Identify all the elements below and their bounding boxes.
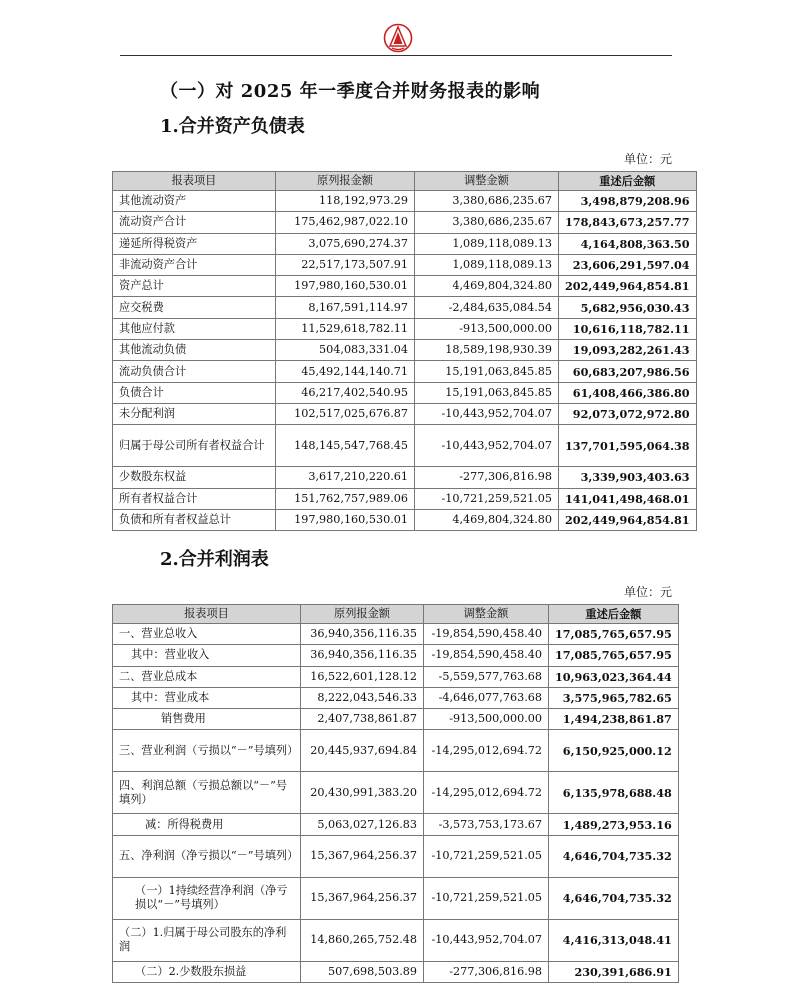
- cell-original: 15,367,964,256.37: [301, 877, 424, 919]
- cell-restated: 61,408,466,386.80: [559, 382, 697, 403]
- cell-restated: 19,093,282,261.43: [559, 340, 697, 361]
- row-item-label: 其他应付款: [113, 318, 276, 339]
- cell-original: 11,529,618,782.11: [276, 318, 415, 339]
- cell-original: 36,940,356,116.35: [301, 645, 424, 666]
- table-row: [113, 624, 679, 645]
- cell-restated: 137,701,595,064.38: [559, 425, 697, 467]
- row-item-label: 归属于母公司所有者权益合计: [113, 425, 276, 467]
- row-item-label: 应交税费: [113, 297, 276, 318]
- cell-adjustment: 18,589,198,930.39: [415, 340, 559, 361]
- cell-restated: 4,416,313,048.41: [549, 919, 679, 961]
- table-row: [113, 297, 697, 318]
- income-statement-unit: 单位：元: [624, 585, 673, 599]
- cell-restated: 92,073,072,972.80: [559, 403, 697, 424]
- row-item-label: 四、利润总额（亏损总额以“－”号填列）: [113, 772, 301, 814]
- cell-original: 45,492,144,140.71: [276, 361, 415, 382]
- table-row: [113, 919, 679, 961]
- cell-restated: 1,494,238,861.87: [549, 709, 679, 730]
- table-row: [113, 709, 679, 730]
- cell-original: 3,617,210,220.61: [276, 467, 415, 488]
- cell-adjustment: -14,295,012,694.72: [424, 730, 549, 772]
- column-header-original: 原列报金额: [301, 605, 424, 624]
- cell-original: 5,063,027,126.83: [301, 814, 424, 835]
- table-row: [113, 814, 679, 835]
- table-row: [113, 835, 679, 877]
- row-item-label: 其他流动资产: [113, 191, 276, 212]
- cell-adjustment: 1,089,118,089.13: [415, 254, 559, 275]
- row-item-label: 三、营业利润（亏损以“－”号填列）: [113, 730, 301, 772]
- table-row: [113, 877, 679, 919]
- cell-adjustment: 3,380,686,235.67: [415, 212, 559, 233]
- table-row: [113, 488, 697, 509]
- row-item-label: 少数股东权益: [113, 467, 276, 488]
- table-header-row: [113, 172, 697, 191]
- cell-original: 36,940,356,116.35: [301, 624, 424, 645]
- row-item-label: 递延所得税资产: [113, 233, 276, 254]
- cell-adjustment: -14,295,012,694.72: [424, 772, 549, 814]
- cell-restated: 6,135,978,688.48: [549, 772, 679, 814]
- wuliangye-emblem-icon: [383, 22, 413, 54]
- row-item-label: 负债和所有者权益总计: [113, 509, 276, 530]
- cell-original: 118,192,973.29: [276, 191, 415, 212]
- table-row: [113, 254, 697, 275]
- row-item-label: （一）1持续经营净利润（净亏损以“－”号填列）: [113, 877, 301, 919]
- table-row: [113, 276, 697, 297]
- row-item-label: 流动负债合计: [113, 361, 276, 382]
- cell-original: 16,522,601,128.12: [301, 666, 424, 687]
- cell-restated: 230,391,686.91: [549, 961, 679, 982]
- cell-original: 20,445,937,694.84: [301, 730, 424, 772]
- header-rule: [120, 55, 672, 56]
- cell-original: 504,083,331.04: [276, 340, 415, 361]
- column-header-item: 报表项目: [113, 172, 276, 191]
- table-row: [113, 467, 697, 488]
- row-item-label: 五、净利润（净亏损以“－”号填列）: [113, 835, 301, 877]
- table-row: [113, 212, 697, 233]
- cell-adjustment: -913,500,000.00: [424, 709, 549, 730]
- cell-adjustment: 4,469,804,324.80: [415, 509, 559, 530]
- cell-adjustment: -3,573,753,173.67: [424, 814, 549, 835]
- cell-adjustment: -4,646,077,763.68: [424, 687, 549, 708]
- row-item-label: 其他流动负债: [113, 340, 276, 361]
- cell-adjustment: -19,854,590,458.40: [424, 645, 549, 666]
- table-row: [113, 666, 679, 687]
- cell-original: 20,430,991,383.20: [301, 772, 424, 814]
- income-statement-table: [112, 604, 679, 983]
- row-item-label: 减：所得税费用: [113, 814, 301, 835]
- column-header-adjustment: 调整金额: [424, 605, 549, 624]
- cell-original: 22,517,173,507.91: [276, 254, 415, 275]
- balance-sheet-unit: 单位：元: [624, 152, 673, 166]
- cell-restated: 3,339,903,403.63: [559, 467, 697, 488]
- cell-original: 197,980,160,530.01: [276, 509, 415, 530]
- cell-restated: 4,164,808,363.50: [559, 233, 697, 254]
- row-item-label: 二、营业总成本: [113, 666, 301, 687]
- cell-restated: 60,683,207,986.56: [559, 361, 697, 382]
- column-header-restated: 重述后金额: [559, 172, 697, 191]
- cell-restated: 3,575,965,782.65: [549, 687, 679, 708]
- cell-original: 151,762,757,989.06: [276, 488, 415, 509]
- balance-sheet-table: [112, 171, 697, 531]
- cell-original: 148,145,547,768.45: [276, 425, 415, 467]
- cell-restated: 202,449,964,854.81: [559, 509, 697, 530]
- cell-original: 15,367,964,256.37: [301, 835, 424, 877]
- cell-original: 507,698,503.89: [301, 961, 424, 982]
- row-item-label: 流动资产合计: [113, 212, 276, 233]
- cell-adjustment: -19,854,590,458.40: [424, 624, 549, 645]
- cell-restated: 17,085,765,657.95: [549, 645, 679, 666]
- cell-original: 8,167,591,114.97: [276, 297, 415, 318]
- cell-adjustment: -10,721,259,521.05: [424, 877, 549, 919]
- cell-restated: 202,449,964,854.81: [559, 276, 697, 297]
- cell-adjustment: -277,306,816.98: [415, 467, 559, 488]
- row-item-label: 所有者权益合计: [113, 488, 276, 509]
- row-item-label: 其中：营业收入: [113, 645, 301, 666]
- table-row: [113, 382, 697, 403]
- cell-adjustment: -2,484,635,084.54: [415, 297, 559, 318]
- row-item-label: （二）2.少数股东损益: [113, 961, 301, 982]
- table-row: [113, 772, 679, 814]
- cell-adjustment: -913,500,000.00: [415, 318, 559, 339]
- cell-restated: 3,498,879,208.96: [559, 191, 697, 212]
- cell-adjustment: -277,306,816.98: [424, 961, 549, 982]
- cell-original: 46,217,402,540.95: [276, 382, 415, 403]
- cell-restated: 4,646,704,735.32: [549, 877, 679, 919]
- cell-adjustment: 15,191,063,845.85: [415, 361, 559, 382]
- row-item-label: 资产总计: [113, 276, 276, 297]
- cell-restated: 23,606,291,597.04: [559, 254, 697, 275]
- column-header-restated: 重述后金额: [549, 605, 679, 624]
- row-item-label: 一、营业总收入: [113, 624, 301, 645]
- row-item-label: 销售费用: [113, 709, 301, 730]
- cell-adjustment: -10,443,952,704.07: [424, 919, 549, 961]
- income-statement-title: 2.合并利润表: [160, 549, 269, 570]
- table-row: [113, 730, 679, 772]
- table-row: [113, 687, 679, 708]
- cell-adjustment: -10,721,259,521.05: [424, 835, 549, 877]
- cell-restated: 17,085,765,657.95: [549, 624, 679, 645]
- column-header-adjustment: 调整金额: [415, 172, 559, 191]
- column-header-original: 原列报金额: [276, 172, 415, 191]
- table-row: [113, 509, 697, 530]
- table-row: [113, 961, 679, 982]
- cell-original: 197,980,160,530.01: [276, 276, 415, 297]
- table-row: [113, 318, 697, 339]
- cell-adjustment: 15,191,063,845.85: [415, 382, 559, 403]
- table-row: [113, 233, 697, 254]
- table-row: [113, 645, 679, 666]
- section-title: （一）对 2025 年一季度合并财务报表的影响: [160, 81, 541, 102]
- row-item-label: 未分配利润: [113, 403, 276, 424]
- table-row: [113, 191, 697, 212]
- cell-adjustment: -10,443,952,704.07: [415, 425, 559, 467]
- column-header-item: 报表项目: [113, 605, 301, 624]
- cell-original: 102,517,025,676.87: [276, 403, 415, 424]
- cell-restated: 1,489,273,953.16: [549, 814, 679, 835]
- cell-adjustment: -10,443,952,704.07: [415, 403, 559, 424]
- cell-restated: 4,646,704,735.32: [549, 835, 679, 877]
- cell-restated: 10,616,118,782.11: [559, 318, 697, 339]
- cell-original: 2,407,738,861.87: [301, 709, 424, 730]
- cell-restated: 178,843,673,257.77: [559, 212, 697, 233]
- row-item-label: （二）1.归属于母公司股东的净利润: [113, 919, 301, 961]
- table-row: [113, 425, 697, 467]
- cell-adjustment: -10,721,259,521.05: [415, 488, 559, 509]
- table-header-row: [113, 605, 679, 624]
- cell-original: 3,075,690,274.37: [276, 233, 415, 254]
- cell-adjustment: 1,089,118,089.13: [415, 233, 559, 254]
- cell-original: 14,860,265,752.48: [301, 919, 424, 961]
- balance-sheet-title: 1.合并资产负债表: [160, 116, 305, 137]
- row-item-label: 非流动资产合计: [113, 254, 276, 275]
- cell-adjustment: 4,469,804,324.80: [415, 276, 559, 297]
- cell-original: 175,462,987,022.10: [276, 212, 415, 233]
- cell-restated: 5,682,956,030.43: [559, 297, 697, 318]
- cell-adjustment: 3,380,686,235.67: [415, 191, 559, 212]
- cell-restated: 6,150,925,000.12: [549, 730, 679, 772]
- table-row: [113, 403, 697, 424]
- cell-adjustment: -5,559,577,763.68: [424, 666, 549, 687]
- cell-restated: 141,041,498,468.01: [559, 488, 697, 509]
- table-row: [113, 361, 697, 382]
- table-row: [113, 340, 697, 361]
- cell-original: 8,222,043,546.33: [301, 687, 424, 708]
- cell-restated: 10,963,023,364.44: [549, 666, 679, 687]
- row-item-label: 负债合计: [113, 382, 276, 403]
- row-item-label: 其中：营业成本: [113, 687, 301, 708]
